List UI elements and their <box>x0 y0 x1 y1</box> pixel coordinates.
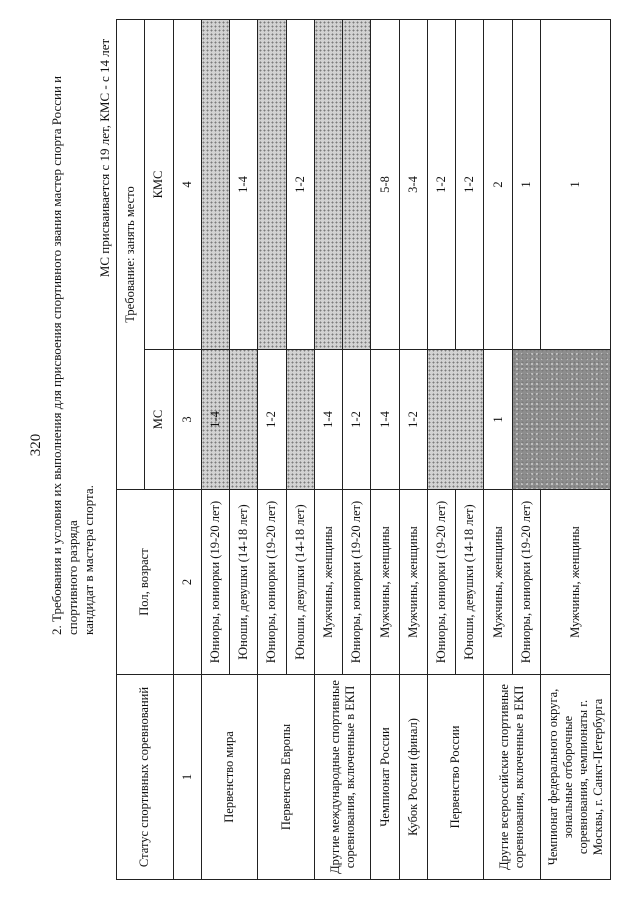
header-requirement: Требование: занять место <box>117 20 145 490</box>
ms-cell: 1-2 <box>399 350 427 490</box>
ms-cell-shaded <box>286 350 314 490</box>
gender-age-cell: Юноши, девушки (14-18 лет) <box>456 490 484 675</box>
kms-cell: 3-4 <box>399 20 427 350</box>
kms-cell-shaded <box>258 20 286 350</box>
table-row <box>314 20 342 880</box>
table-row <box>258 20 286 880</box>
gender-age-cell: Юниоры, юниорки (19-20 лет) <box>258 490 286 675</box>
table-row <box>484 20 512 880</box>
ms-cell: 1-2 <box>258 350 286 490</box>
ms-cell: 1-2 <box>343 350 371 490</box>
kms-cell: 1-2 <box>427 20 455 350</box>
gender-age-cell: Мужчины, женщины <box>484 490 512 675</box>
gender-age-cell: Юноши, девушки (14-18 лет) <box>286 490 314 675</box>
ms-cell-shaded <box>512 350 610 490</box>
gender-age-cell: Мужчины, женщины <box>314 490 342 675</box>
column-number: 3 <box>173 350 201 490</box>
gender-age-cell: Мужчины, женщины <box>399 490 427 675</box>
table-row <box>427 20 455 880</box>
ms-cell-shaded <box>230 350 258 490</box>
ms-cell-shaded <box>427 350 484 490</box>
table-row <box>399 20 427 880</box>
kms-cell-shaded <box>343 20 371 350</box>
kms-cell: 1 <box>512 20 540 350</box>
header-gender-age: Пол, возраст <box>117 490 174 675</box>
kms-cell: 1-2 <box>286 20 314 350</box>
table-row <box>371 20 399 880</box>
kms-cell: 1-2 <box>456 20 484 350</box>
ms-cell: 1-4 <box>314 350 342 490</box>
gender-age-cell: Мужчины, женщины <box>371 490 399 675</box>
page-number: 320 <box>28 433 44 457</box>
status-cell: Кубок России (финал) <box>399 675 427 880</box>
heading-line-1: 2. Требования и условия их выполнения для присвоения спортивного звания мастер спорта России и спортивного разряда <box>49 75 80 635</box>
header-kms: КМС <box>145 20 173 350</box>
section-heading <box>49 15 97 635</box>
column-number: 2 <box>173 490 201 675</box>
header-ms: МС <box>145 350 173 490</box>
status-cell: Чемпионат федерального округа, зональные отборочные соревнования, чемпионаты г. Москвы, г. Санкт-Петербурга <box>541 675 611 880</box>
table-row <box>201 20 229 880</box>
kms-cell: 1 <box>541 20 611 350</box>
gender-age-cell: Юниоры, юниорки (19-20 лет) <box>343 490 371 675</box>
status-cell: Другие международные спортивные соревнования, включенные в ЕКП <box>314 675 371 880</box>
gender-age-cell: Мужчины, женщины <box>541 490 611 675</box>
gender-age-cell: Юниоры, юниорки (19-20 лет) <box>512 490 540 675</box>
status-cell: Чемпионат России <box>371 675 399 880</box>
kms-cell: 5-8 <box>371 20 399 350</box>
ms-cell: 1-4 <box>201 350 229 490</box>
age-note: МС присваивается с 19 лет, КМС - с 14 лет <box>97 38 112 278</box>
kms-cell-shaded <box>201 20 229 350</box>
gender-age-cell: Юниоры, юниорки (19-20 лет) <box>427 490 455 675</box>
ms-cell: 1 <box>484 350 512 490</box>
ms-cell: 1-4 <box>371 350 399 490</box>
requirements-table <box>116 19 611 880</box>
kms-cell: 1-4 <box>230 20 258 350</box>
kms-cell-shaded <box>314 20 342 350</box>
header-status: Статус спортивных соревнований <box>117 675 174 880</box>
column-number: 4 <box>173 20 201 350</box>
gender-age-cell: Юниоры, юниорки (19-20 лет) <box>201 490 229 675</box>
kms-cell: 2 <box>484 20 512 350</box>
status-cell: Другие всероссийские спортивные соревнования, включенные в ЕКП <box>484 675 541 880</box>
status-cell: Первенство России <box>427 675 484 880</box>
gender-age-cell: Юноши, девушки (14-18 лет) <box>230 490 258 675</box>
column-number: 1 <box>173 675 201 880</box>
status-cell: Первенство мира <box>201 675 258 880</box>
heading-line-2: кандидат в мастера спорта. <box>81 485 96 635</box>
status-cell: Первенство Европы <box>258 675 315 880</box>
